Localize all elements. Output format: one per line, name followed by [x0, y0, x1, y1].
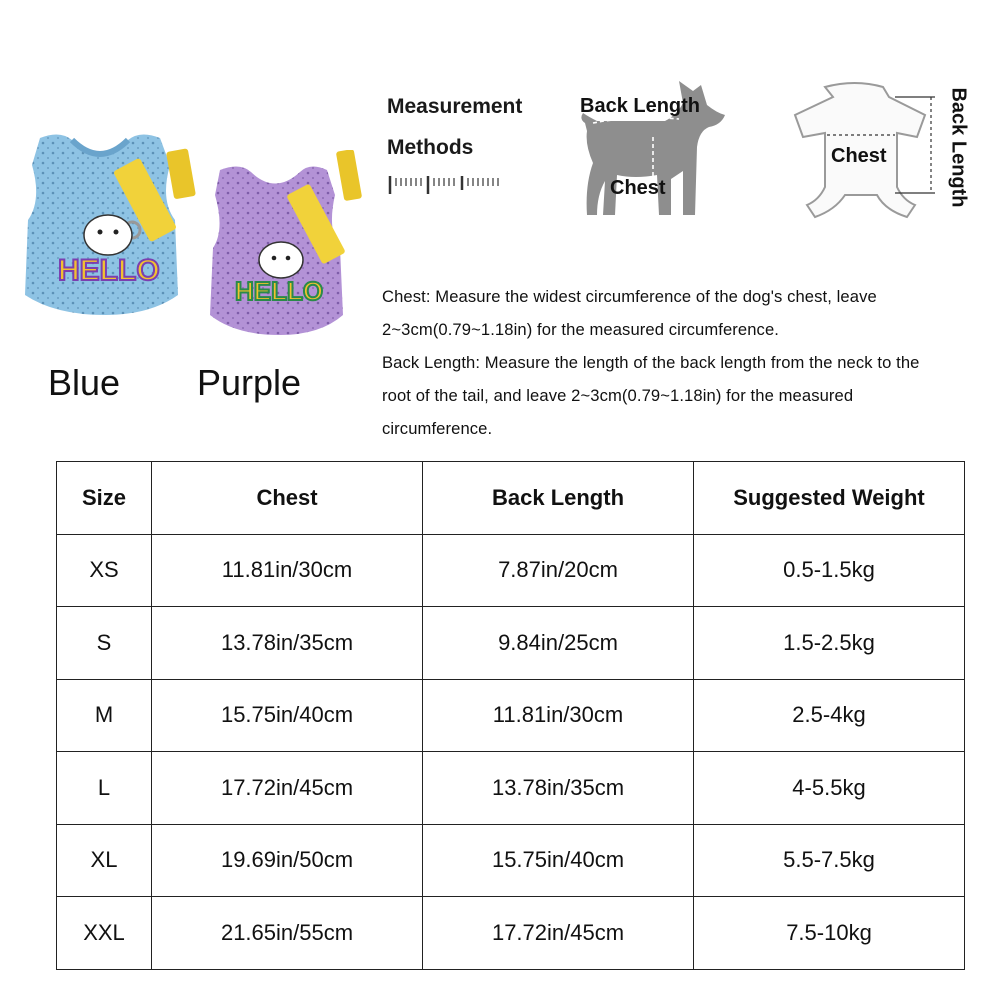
- chest-cell: 19.69in/50cm: [152, 824, 423, 897]
- blue-color-label: Blue: [48, 362, 121, 403]
- back-length-description: Back Length: Measure the length of the back length from the neck to the root of the tail, and leave 2~3cm(0.79~1.18in) for the measured circumference.: [382, 353, 920, 438]
- table-row: [57, 897, 965, 970]
- table-row: [57, 824, 965, 897]
- table-row: [57, 752, 965, 825]
- shirt-back-length-label: Back Length: [947, 87, 970, 208]
- purple-vest-image: [195, 150, 375, 350]
- size-cell: M: [57, 679, 152, 752]
- size-cell: L: [57, 752, 152, 825]
- header-chest: Chest: [152, 462, 423, 535]
- dog-chest-label: Chest: [610, 177, 666, 199]
- chest-description: Chest: Measure the widest circumference of the dog's chest, leave 2~3cm(0.79~1.18in) for the measured circumference.: [382, 287, 877, 339]
- chest-cell: 21.65in/55cm: [152, 897, 423, 970]
- chest-cell: 17.72in/45cm: [152, 752, 423, 825]
- dog-back-length-label: Back Length: [580, 95, 701, 117]
- table-header-row: [57, 462, 965, 535]
- back-length-cell: 13.78in/35cm: [423, 752, 694, 825]
- svg-text:HELLO: HELLO: [235, 276, 324, 306]
- weight-cell: 2.5-4kg: [694, 679, 965, 752]
- weight-cell: 1.5-2.5kg: [694, 607, 965, 680]
- back-length-cell: 15.75in/40cm: [423, 824, 694, 897]
- size-cell: XXL: [57, 897, 152, 970]
- header-suggested-weight: Suggested Weight: [694, 462, 965, 535]
- back-length-cell: 11.81in/30cm: [423, 679, 694, 752]
- purple-color-label: Purple: [197, 362, 302, 403]
- table-row: [57, 679, 965, 752]
- size-cell: S: [57, 607, 152, 680]
- table-row: [57, 534, 965, 607]
- weight-cell: 5.5-7.5kg: [694, 824, 965, 897]
- weight-cell: 7.5-10kg: [694, 897, 965, 970]
- measurement-title-line1: Measurement: [387, 95, 523, 118]
- shirt-chest-label: Chest: [831, 145, 887, 167]
- size-cell: XL: [57, 824, 152, 897]
- size-chart-table: [56, 461, 965, 970]
- weight-cell: 0.5-1.5kg: [694, 534, 965, 607]
- svg-text:HELLO: HELLO: [58, 254, 160, 287]
- back-length-cell: 17.72in/45cm: [423, 897, 694, 970]
- blue-vest-image: [10, 110, 210, 330]
- back-length-cell: 9.84in/25cm: [423, 607, 694, 680]
- chest-cell: 11.81in/30cm: [152, 534, 423, 607]
- header-size: Size: [57, 462, 152, 535]
- table-row: [57, 607, 965, 680]
- chest-cell: 13.78in/35cm: [152, 607, 423, 680]
- measurement-description: [382, 280, 942, 445]
- back-length-cell: 7.87in/20cm: [423, 534, 694, 607]
- weight-cell: 4-5.5kg: [694, 752, 965, 825]
- size-cell: XS: [57, 534, 152, 607]
- measurement-title-line2: Methods: [387, 136, 474, 159]
- header-back-length: Back Length: [423, 462, 694, 535]
- chest-cell: 15.75in/40cm: [152, 679, 423, 752]
- ruler-icon: [388, 172, 504, 198]
